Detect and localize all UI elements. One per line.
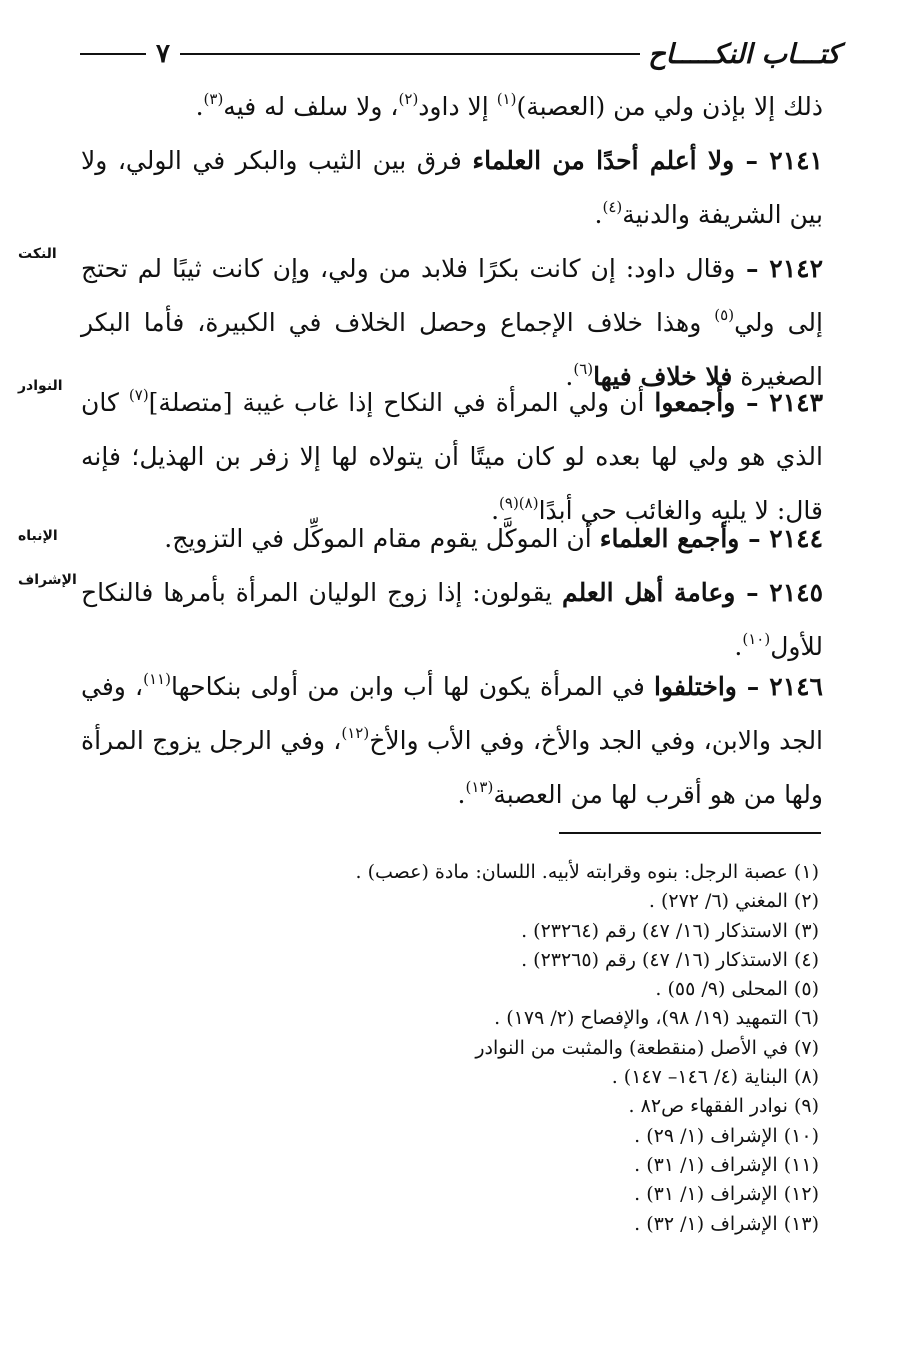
bold-phrase: فلا خلاف فيها: [593, 362, 733, 391]
footnote-item: (١٣) الإشراف (١/ ٣٢) .: [634, 1212, 819, 1235]
margin-source-label: الإنباه: [18, 528, 58, 544]
footnote-item: (٧) في الأصل (منقطعة) والمثبت من النوادر: [475, 1036, 819, 1059]
bold-phrase: وأجمعوا: [654, 388, 736, 417]
footnote-ref: (١٣): [465, 778, 494, 796]
book-title: كتـــاب النكـــــاح: [648, 38, 840, 70]
text-run: ذلك إلا بإذن ولي من (العصبة): [516, 92, 823, 121]
paragraph-p2146: [81, 660, 823, 822]
paragraph-p2141: [81, 134, 823, 242]
paragraph-p0: [81, 80, 823, 134]
footnote-item: (٥) المحلى (٩/ ٥٥) .: [655, 978, 819, 1001]
footnote-item: (١٢) الإشراف (١/ ٣١) .: [634, 1183, 819, 1206]
footnote-item: (٨) البناية (٤/ ١٤٦– ١٤٧) .: [611, 1066, 819, 1089]
header-rule: [180, 53, 640, 55]
entry-number: ٢١٤٤ –: [739, 524, 823, 553]
paragraph-p2145: [81, 566, 823, 674]
footnote-ref: (١٢): [341, 724, 370, 742]
bold-phrase: واختلفوا: [654, 672, 737, 701]
footnote-separator: [559, 832, 821, 834]
footnote-ref: (٦): [573, 360, 594, 378]
entry-number: ٢١٤٦ –: [736, 672, 823, 701]
text-run: .: [491, 496, 500, 525]
text-run: كان الذي هو ولي لها بعده لو كان ميتًا أن يتولاه لها إلا زفر بن الهذيل؛ فإنه قال: لا يليه والغائب حي أبدًا: [81, 388, 823, 525]
footnote-item: (٦) التمهيد (١٩/ ٩٨)، والإفصاح (٢/ ١٧٩) .: [494, 1007, 819, 1030]
text-run: .: [734, 632, 743, 661]
footnote-ref: (١): [496, 90, 517, 108]
text-run: وقال داود: إن كانت بكرًا فلابد من ولي، وإن كانت ثيبًا لم تحتج إلى ولي: [81, 254, 823, 337]
text-run: إلا داود: [418, 92, 497, 121]
text-run: أن ولي المرأة في النكاح إذا غاب غيبة [متصلة]: [148, 388, 655, 417]
text-run: .: [594, 200, 603, 229]
text-run: وهذا خلاف الإجماع وحصل الخلاف في الكبيرة، فأما البكر الصغيرة: [81, 308, 823, 391]
text-run: في المرأة يكون لها أب وابن من أولى بنكاحها: [170, 672, 655, 701]
bold-phrase: ولا أعلم أحدًا من العلماء: [472, 146, 735, 175]
footnote-item: (٣) الاستذكار (١٦/ ٤٧) رقم (٢٣٢٦٤) .: [521, 919, 819, 942]
footnote-item: (٩) نوادر الفقهاء ص٨٢ .: [628, 1095, 819, 1118]
text-run: ، وفي الجد والابن، وفي الجد والأخ، وفي الأب والأخ: [81, 672, 824, 755]
text-run: .: [195, 92, 204, 121]
text-run: أن الموكَّل يقوم مقام الموكِّل في التزويج.: [164, 524, 600, 553]
footnotes: [79, 858, 819, 1239]
bold-phrase: وعامة أهل العلم: [562, 578, 736, 607]
footnote-ref: (٣): [203, 90, 224, 108]
footnote-ref: (٧): [128, 386, 149, 404]
entry-number: ٢١٤٣ –: [735, 388, 824, 417]
text-run: ، وفي الرجل يزوج المرأة ولها من هو أقرب لها من العصبة: [81, 726, 823, 809]
footnote-item: (١١) الإشراف (١/ ٣١) .: [634, 1153, 819, 1176]
footnote-ref: (٤): [602, 198, 623, 216]
footnote-ref: (١١): [143, 670, 171, 688]
footnote-item: (٢) المغني (٦/ ٢٧٢) .: [648, 890, 819, 913]
bold-phrase: وأجمع العلماء: [599, 524, 740, 553]
entry-number: ٢١٤٢ –: [735, 254, 823, 283]
entry-number: ٢١٤٥ –: [735, 578, 823, 607]
footnote-ref: (١٠): [742, 630, 771, 648]
paragraph-p2144: [81, 512, 823, 566]
footnote-ref: (٥): [714, 306, 735, 324]
entry-number: ٢١٤١ –: [734, 146, 823, 175]
header-rule-end: [80, 53, 146, 55]
text-run: .: [457, 780, 466, 809]
text-run: ، ولا سلف له فيه: [223, 92, 399, 121]
margin-source-label: الإشراف: [18, 572, 77, 588]
running-header: [80, 34, 840, 74]
page-number: ٧: [156, 39, 170, 69]
footnote-item: (١٠) الإشراف (١/ ٢٩) .: [634, 1124, 819, 1147]
footnote-item: (١) عصبة الرجل: بنوه وقرابته لأبيه. اللسان: مادة (عصب) .: [355, 861, 819, 883]
footnote-item: (٤) الاستذكار (١٦/ ٤٧) رقم (٢٣٢٦٥) .: [521, 948, 819, 971]
text-run: يقولون: إذا زوج الوليان المرأة بأمرها فالنكاح للأول: [81, 578, 823, 661]
margin-source-label: النوادر: [18, 378, 63, 394]
text-run: .: [565, 362, 574, 391]
footnote-ref: (٢): [398, 90, 419, 108]
text-run: فرق بين الثيب والبكر في الولي، ولا بين الشريفة والدنية: [81, 146, 823, 229]
footnote-ref: (٨)(٩): [499, 494, 539, 512]
margin-source-label: النكت: [18, 246, 57, 262]
